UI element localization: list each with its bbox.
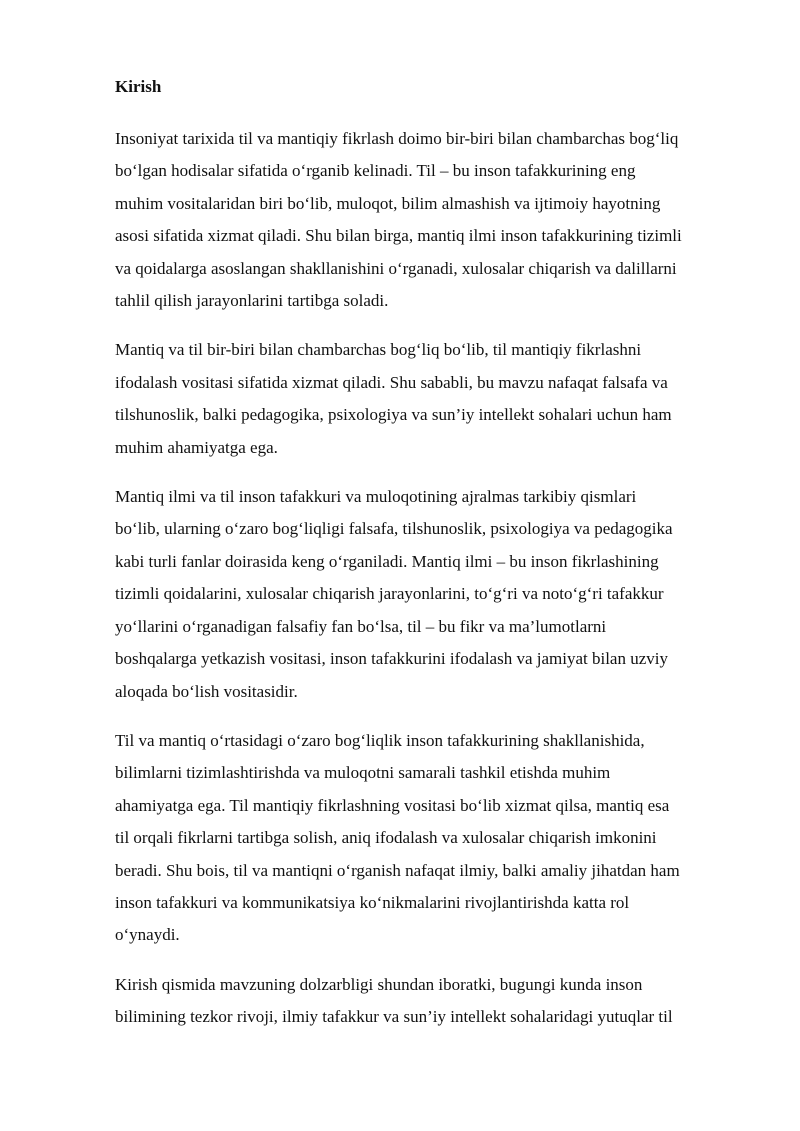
text-line: Kirish qismida mavzuning dolzarbligi shundan iboratki, bugungi kunda inson [115,974,643,994]
text-line: bo‘lib, ularning o‘zaro bog‘liqligi falsafa, tilshunoslik, psixologiya va pedagogika [115,519,673,539]
text-line: muhim ahamiyatga ega. [115,437,278,457]
text-line: muhim vositalaridan biri bo‘lib, muloqot, bilim almashish va ijtimoiy hayotning [115,193,661,213]
text-line: o‘ynaydi. [115,925,180,945]
text-line: beradi. Shu bois, til va mantiqni o‘rganish nafaqat ilmiy, balki amaliy jihatdan ham [115,860,680,880]
text-line: tilshunoslik, balki pedagogika, psixologiya va sun’iy intellekt sohalari uchun ham [115,405,672,425]
text-line: aloqada bo‘lish vositasidir. [115,681,298,701]
text-line: boshqalarga yetkazish vositasi, inson tafakkurini ifodalash va jamiyat bilan uzviy [115,649,668,669]
text-line: ifodalash vositasi sifatida xizmat qiladi. Shu sababli, bu mavzu nafaqat falsafa va [115,372,668,392]
text-line: Mantiq ilmi va til inson tafakkuri va muloqotining ajralmas tarkibiy qismlari [115,487,637,507]
text-line: til orqali fikrlarni tartibga solish, aniq ifodalash va xulosalar chiqarish imkonini [115,828,657,848]
paragraph-2 [115,334,744,464]
text-line: tahlil qilish jarayonlarini tartibga soladi. [115,291,389,311]
paragraph-1 [115,123,744,317]
text-line: bilimlarni tizimlashtirishda va muloqotni samarali tashkil etishda muhim [115,763,611,783]
text-line: Insoniyat tarixida til va mantiqiy fikrlash doimo bir-biri bilan chambarchas bog‘liq [115,129,679,148]
paragraph-3 [115,481,744,708]
paragraph-5 [115,969,744,1034]
section-heading: Kirish [115,77,162,96]
text-line: kabi turli fanlar doirasida keng o‘rganiladi. Mantiq ilmi – bu inson fikrlashining [115,551,659,571]
text-line: ahamiyatga ega. Til mantiqiy fikrlashning vositasi bo‘lib xizmat qilsa, mantiq esa [115,795,670,815]
text-line: yo‘llarini o‘rganadigan falsafiy fan bo‘lsa, til – bu fikr va ma’lumotlarni [115,616,607,636]
text-line: asosi sifatida xizmat qiladi. Shu bilan birga, mantiq ilmi inson tafakkurining tizimli [115,226,682,246]
text-line: inson tafakkuri va kommunikatsiya ko‘nikmalarini rivojlantirishda katta rol [115,892,630,912]
text-line: va qoidalarga asoslangan shakllanishini o‘rganadi, xulosalar chiqarish va dalillarni [115,258,677,278]
text-line: tizimli qoidalarini, xulosalar chiqarish jarayonlarini, to‘g‘ri va noto‘g‘ri tafakkur [115,584,664,604]
text-line: bo‘lgan hodisalar sifatida o‘rganib kelinadi. Til – bu inson tafakkurining eng [115,161,636,181]
text-line: Mantiq va til bir-biri bilan chambarchas bog‘liq bo‘lib, til mantiqiy fikrlashni [115,340,642,360]
text-line: bilimining tezkor rivoji, ilmiy tafakkur va sun’iy intellekt sohalaridagi yutuqlar til [115,1007,673,1027]
text-line: Til va mantiq o‘rtasidagi o‘zaro bog‘liqlik inson tafakkurining shakllanishida, [115,730,645,750]
paragraph-4 [115,725,744,952]
